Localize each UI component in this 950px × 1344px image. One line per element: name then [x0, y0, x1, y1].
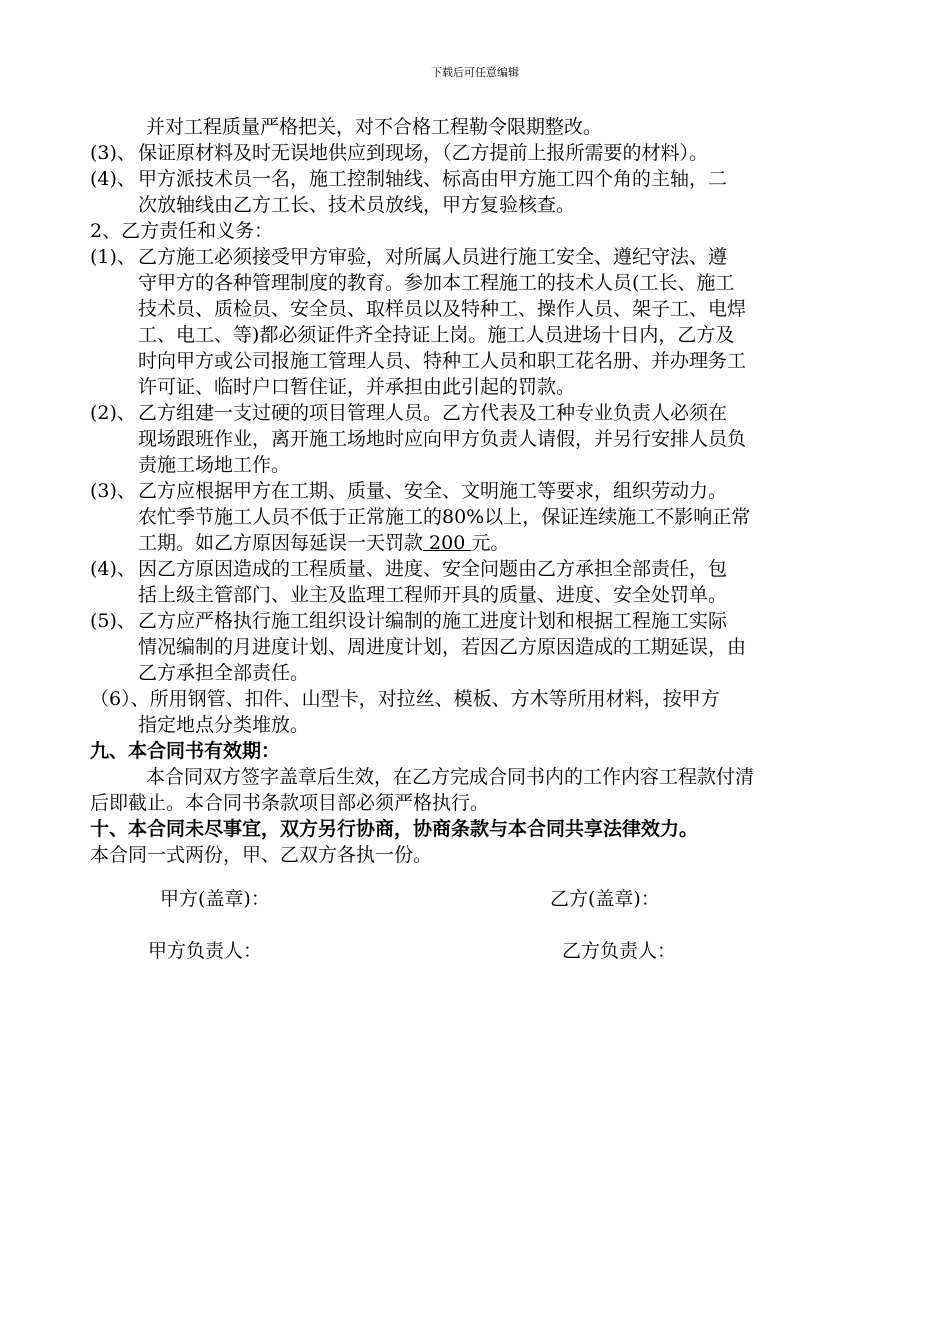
item-line: 乙方承担全部责任。 [138, 662, 310, 684]
section-heading: 2、乙方责任和义务： [90, 220, 274, 242]
item-number: (3)、 [90, 142, 136, 164]
item-line: 责施工场地工作。 [138, 454, 291, 476]
item-number: (3)、 [90, 480, 136, 502]
item-line: 乙方应根据甲方在工期、质量、安全、文明施工等要求，组织劳动力。 [138, 480, 728, 502]
party-b-seal-label: 乙方(盖章)： [550, 888, 660, 910]
penalty-text: 工期。如乙方原因每延误一天罚款 [138, 532, 424, 554]
item-line: 情况编制的月进度计划、周进度计划，若因乙方原因造成的工期延误，由 [138, 636, 747, 658]
item-number: (4)、 [90, 168, 136, 190]
list-item [90, 686, 870, 738]
item-number: (5)、 [90, 610, 136, 632]
item-number: (1)、 [90, 246, 136, 268]
item-number: (4)、 [90, 558, 136, 580]
list-item [90, 478, 870, 556]
list-item [90, 608, 870, 686]
paragraph-line: 并对工程质量严格把关，对不合格工程勒令限期整改。 [146, 116, 603, 138]
contract-body [90, 114, 870, 868]
paragraph-line: 后即截止。本合同书条款项目部必须严格执行。 [90, 792, 490, 814]
item-line: 乙方应严格执行施工组织设计编制的施工进度计划和根据工程施工实际 [138, 610, 728, 632]
item-line: 农忙季节施工人员不低于正常施工的80%以上，保证连续施工不影响正常 [138, 506, 751, 528]
item-line: 守甲方的各种管理制度的教育。参加本工程施工的技术人员(工长、施工 [138, 272, 735, 294]
item-line: 次放轴线由乙方工长、技术员放线，甲方复验核查。 [138, 194, 576, 216]
party-b-representative-label: 乙方负责人： [562, 940, 677, 962]
item-line: 乙方组建一支过硬的项目管理人员。乙方代表及工种专业负责人必须在 [138, 402, 728, 424]
penalty-unit: 元。 [471, 532, 510, 554]
list-item [90, 400, 870, 478]
item-line: 现场跟班作业，离开施工场地时应向甲方负责人请假，并另行安排人员负 [138, 428, 747, 450]
list-item [90, 166, 870, 218]
item-line: 指定地点分类堆放。 [138, 714, 310, 736]
item-line: 许可证、临时户口暂住证，并承担由此引起的罚款。 [138, 376, 576, 398]
item-number: (2)、 [90, 402, 136, 424]
party-a-representative-label: 甲方负责人： [148, 940, 263, 962]
list-item [90, 140, 870, 166]
party-a-seal-label: 甲方(盖章)： [160, 888, 270, 910]
item-line: 因乙方原因造成的工程质量、进度、安全问题由乙方承担全部责任，包 [138, 558, 728, 580]
item-line: 括上级主管部门、业主及监理工程师开具的质量、进度、安全处罚单。 [138, 584, 728, 606]
item-line [138, 530, 870, 556]
item-line: 时向甲方或公司报施工管理人员、特种工人员和职工花名册、并办理务工 [138, 350, 747, 372]
item-line: 工、电工、等)都必须证件齐全持证上岗。施工人员进场十日内，乙方及 [138, 324, 735, 346]
paragraph-line: 本合同双方签字盖章后生效，在乙方完成合同书内的工作内容工程款付清 [146, 766, 755, 788]
item-line: 技术员、质检员、安全员、取样员以及特种工、操作人员、架子工、电焊 [138, 298, 747, 320]
item-line: 乙方施工必须接受甲方审验，对所属人员进行施工安全、遵纪守法、遵 [138, 246, 728, 268]
section-heading: 九、本合同书有效期： [90, 740, 281, 762]
item-line: 保证原材料及时无误地供应到现场，（乙方提前上报所需要的材料）。 [138, 142, 709, 164]
page-header: 下载后可任意编辑 [431, 66, 519, 79]
item-line [90, 686, 870, 712]
penalty-amount: 200 [423, 532, 472, 554]
list-item [90, 244, 870, 400]
item-line: 甲方派技术员一名，施工控制轴线、标高由甲方施工四个角的主轴，二 [138, 168, 728, 190]
item-number: （6）、 [90, 688, 150, 710]
item-text: 所用钢管、扣件、山型卡，对拉丝、模板、方木等所用材料，按甲方 [149, 688, 720, 710]
list-item [90, 556, 870, 608]
paragraph-line: 本合同一式两份，甲、乙双方各执一份。 [90, 844, 433, 866]
section-heading: 十、本合同未尽事宜，双方另行协商，协商条款与本合同共享法律效力。 [90, 818, 699, 840]
